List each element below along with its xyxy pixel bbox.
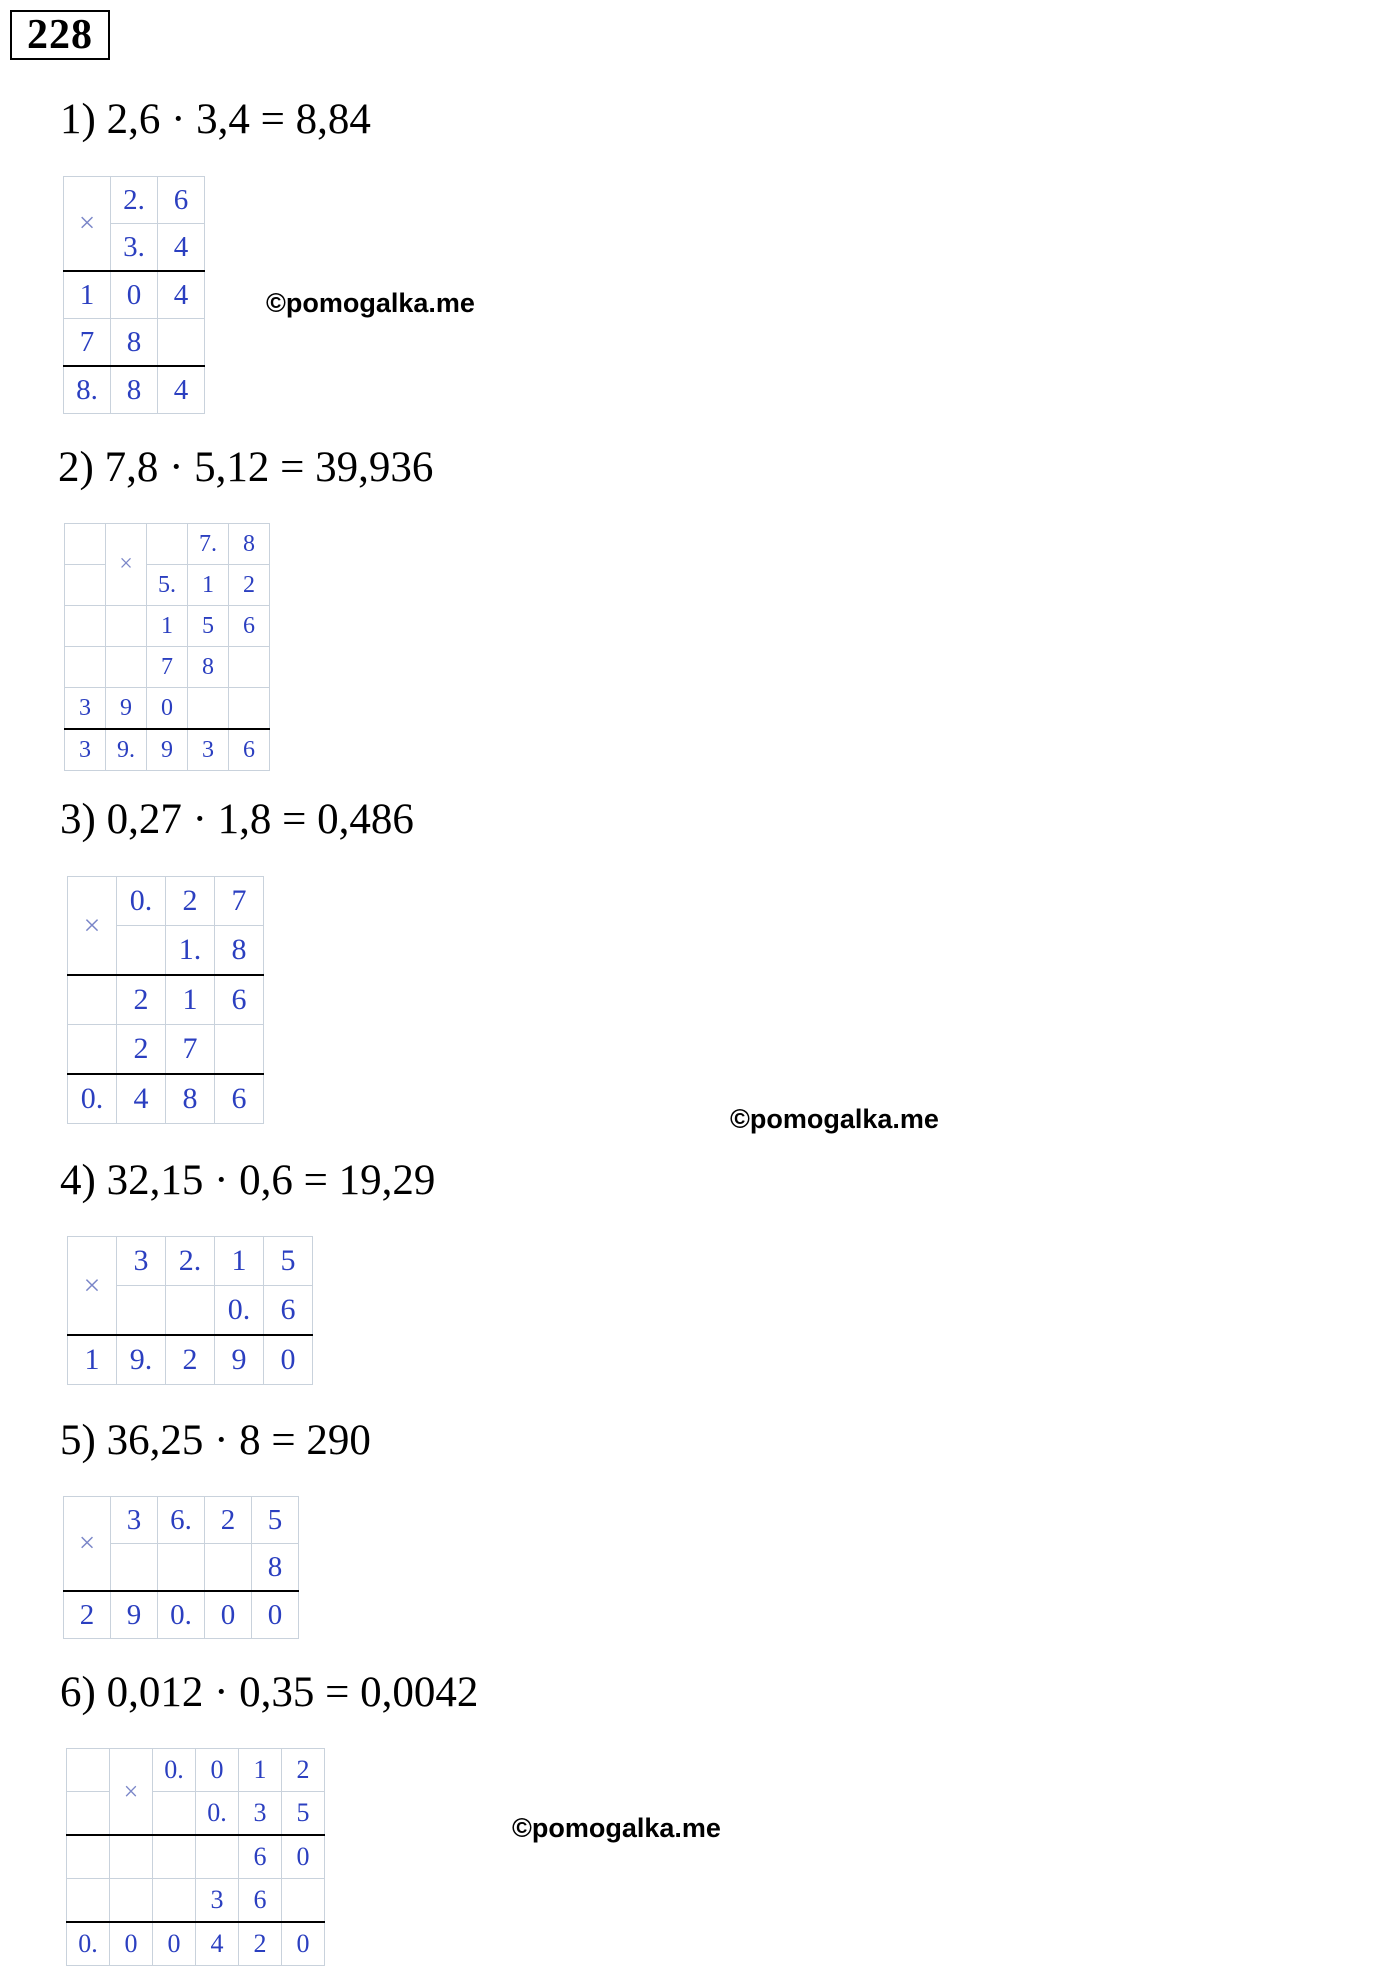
grid-cell: 6. <box>158 1497 205 1544</box>
multiply-sign: × <box>106 524 147 606</box>
grid-cell <box>65 647 106 688</box>
equation-6: 6) 0,012 · 0,35 = 0,0042 <box>60 1669 479 1716</box>
grid-cell: 1 <box>239 1749 282 1792</box>
grid-cell: 6 <box>239 1835 282 1879</box>
grid-row <box>67 1922 325 1966</box>
grid-cell: 0. <box>153 1749 196 1792</box>
grid-row <box>67 1792 325 1836</box>
grid-cell: 6 <box>158 177 205 224</box>
watermark-1: ©pomogalka.me <box>266 288 475 318</box>
grid-cell: 4 <box>158 271 205 319</box>
grid-cell <box>215 1025 264 1075</box>
grid-cell <box>147 524 188 565</box>
grid-cell: 5 <box>252 1497 299 1544</box>
multiply-sign: × <box>68 877 117 976</box>
grid-cell: 1 <box>64 271 111 319</box>
grid-cell: 3 <box>239 1792 282 1836</box>
grid-cell <box>205 1544 252 1592</box>
grid-cell <box>153 1792 196 1836</box>
grid-cell <box>196 1835 239 1879</box>
grid-cell: 0 <box>264 1335 313 1385</box>
grid-cell: 2 <box>239 1922 282 1966</box>
grid-cell: 9 <box>215 1335 264 1385</box>
grid-row <box>65 606 270 647</box>
grid-cell: 0. <box>67 1922 110 1966</box>
grid-cell: 8. <box>64 366 111 414</box>
grid-cell: 5 <box>264 1237 313 1286</box>
grid-cell: 2. <box>166 1237 215 1286</box>
grid-cell: 9 <box>106 688 147 730</box>
watermark-3: ©pomogalka.me <box>512 1813 721 1843</box>
grid-cell: 8 <box>215 926 264 976</box>
grid-cell <box>158 1544 205 1592</box>
grid-cell <box>106 647 147 688</box>
problem-number-box: 228 <box>10 10 110 60</box>
grid-cell <box>110 1835 153 1879</box>
grid-cell: 8 <box>188 647 229 688</box>
grid-cell: 6 <box>229 606 270 647</box>
grid-cell: 0. <box>215 1286 264 1336</box>
watermark-2: ©pomogalka.me <box>730 1104 939 1134</box>
grid-cell: 3 <box>188 729 229 771</box>
grid-cell: 2 <box>282 1749 325 1792</box>
grid-cell <box>282 1879 325 1923</box>
grid-cell: 4 <box>196 1922 239 1966</box>
grid-cell: 2 <box>205 1497 252 1544</box>
grid-cell: 6 <box>229 729 270 771</box>
grid-cell: 9. <box>117 1335 166 1385</box>
grid-cell: 3. <box>111 224 158 272</box>
grid-cell <box>65 524 106 565</box>
grid-row <box>68 1074 264 1124</box>
grid-cell: 7 <box>64 319 111 367</box>
grid-row <box>65 565 270 606</box>
grid-cell: 0 <box>282 1922 325 1966</box>
grid-cell <box>158 319 205 367</box>
grid-cell: 1 <box>166 975 215 1025</box>
grid-cell: 7 <box>147 647 188 688</box>
multiply-sign: × <box>64 177 111 272</box>
grid-cell <box>153 1879 196 1923</box>
grid-row <box>64 366 205 414</box>
grid-cell: 0 <box>110 1922 153 1966</box>
grid-cell <box>65 565 106 606</box>
grid-cell: 0. <box>68 1074 117 1124</box>
grid-cell: 0. <box>117 877 166 926</box>
grid-cell <box>67 1749 110 1792</box>
grid-cell: 7 <box>215 877 264 926</box>
grid-row <box>65 688 270 730</box>
grid-cell <box>68 975 117 1025</box>
grid-cell: 0. <box>196 1792 239 1836</box>
grid-cell: 6 <box>215 1074 264 1124</box>
grid-cell: 0 <box>153 1922 196 1966</box>
equation-3: 3) 0,27 · 1,8 = 0,486 <box>60 796 414 843</box>
grid-cell: 3 <box>117 1237 166 1286</box>
grid-cell: 0 <box>196 1749 239 1792</box>
grid-cell: 5 <box>282 1792 325 1836</box>
multiply-sign: × <box>68 1237 117 1336</box>
grid-row <box>68 1025 264 1075</box>
grid-cell: 3 <box>196 1879 239 1923</box>
grid-cell: 7. <box>188 524 229 565</box>
grid-cell: 9 <box>111 1591 158 1639</box>
grid-cell <box>229 647 270 688</box>
grid-cell: 7 <box>166 1025 215 1075</box>
grid-cell: 2 <box>117 975 166 1025</box>
multiplication-grid-2 <box>64 523 270 771</box>
grid-row <box>68 877 264 926</box>
grid-cell: 2 <box>229 565 270 606</box>
grid-row <box>65 524 270 565</box>
grid-cell <box>117 1286 166 1336</box>
grid-row <box>65 729 270 771</box>
grid-cell <box>67 1879 110 1923</box>
grid-row <box>64 271 205 319</box>
grid-cell: 9. <box>106 729 147 771</box>
grid-row <box>67 1835 325 1879</box>
grid-row <box>67 1879 325 1923</box>
grid-cell: 4 <box>158 366 205 414</box>
grid-cell: 6 <box>264 1286 313 1336</box>
equation-2: 2) 7,8 · 5,12 = 39,936 <box>58 444 434 491</box>
grid-cell <box>153 1835 196 1879</box>
grid-row <box>67 1749 325 1792</box>
grid-row <box>64 319 205 367</box>
grid-cell: 6 <box>239 1879 282 1923</box>
grid-cell <box>117 926 166 976</box>
grid-cell: 2 <box>117 1025 166 1075</box>
multiplication-grid-6 <box>66 1748 325 1966</box>
grid-cell: 8 <box>111 319 158 367</box>
grid-cell: 3 <box>65 729 106 771</box>
grid-cell: 0 <box>111 271 158 319</box>
grid-row <box>68 975 264 1025</box>
grid-cell: 0. <box>158 1591 205 1639</box>
multiply-sign: × <box>110 1749 153 1836</box>
grid-cell: 5. <box>147 565 188 606</box>
grid-cell: 2 <box>166 877 215 926</box>
grid-cell: 1 <box>215 1237 264 1286</box>
grid-cell: 6 <box>215 975 264 1025</box>
multiplication-grid-5 <box>63 1496 299 1639</box>
grid-cell: 1 <box>147 606 188 647</box>
grid-cell: 0 <box>147 688 188 730</box>
grid-cell: 1 <box>68 1335 117 1385</box>
grid-cell: 0 <box>282 1835 325 1879</box>
grid-cell <box>65 606 106 647</box>
grid-cell: 2. <box>111 177 158 224</box>
grid-cell <box>106 606 147 647</box>
grid-cell: 0 <box>252 1591 299 1639</box>
grid-row <box>68 1335 313 1385</box>
grid-cell: 8 <box>111 366 158 414</box>
grid-cell: 0 <box>205 1591 252 1639</box>
grid-cell: 4 <box>158 224 205 272</box>
grid-cell <box>166 1286 215 1336</box>
grid-row <box>64 1591 299 1639</box>
grid-cell: 8 <box>229 524 270 565</box>
grid-cell <box>188 688 229 730</box>
multiply-sign: × <box>64 1497 111 1592</box>
grid-cell: 1. <box>166 926 215 976</box>
grid-cell <box>67 1792 110 1836</box>
grid-row <box>65 647 270 688</box>
multiplication-grid-4 <box>67 1236 313 1385</box>
multiplication-grid-1 <box>63 176 205 414</box>
equation-5: 5) 36,25 · 8 = 290 <box>60 1417 371 1464</box>
grid-cell <box>68 1025 117 1075</box>
grid-cell: 8 <box>252 1544 299 1592</box>
grid-cell: 2 <box>166 1335 215 1385</box>
equation-1: 1) 2,6 · 3,4 = 8,84 <box>60 96 371 143</box>
equation-4: 4) 32,15 · 0,6 = 19,29 <box>60 1157 436 1204</box>
grid-cell <box>67 1835 110 1879</box>
grid-cell: 2 <box>64 1591 111 1639</box>
grid-cell: 5 <box>188 606 229 647</box>
grid-cell: 8 <box>166 1074 215 1124</box>
grid-cell <box>110 1879 153 1923</box>
grid-cell: 3 <box>65 688 106 730</box>
grid-cell: 3 <box>111 1497 158 1544</box>
grid-cell <box>229 688 270 730</box>
grid-cell: 4 <box>117 1074 166 1124</box>
grid-row <box>64 177 205 224</box>
grid-row <box>64 1497 299 1544</box>
grid-cell <box>111 1544 158 1592</box>
grid-cell: 9 <box>147 729 188 771</box>
multiplication-grid-3 <box>67 876 264 1124</box>
grid-row <box>68 1237 313 1286</box>
grid-cell: 1 <box>188 565 229 606</box>
